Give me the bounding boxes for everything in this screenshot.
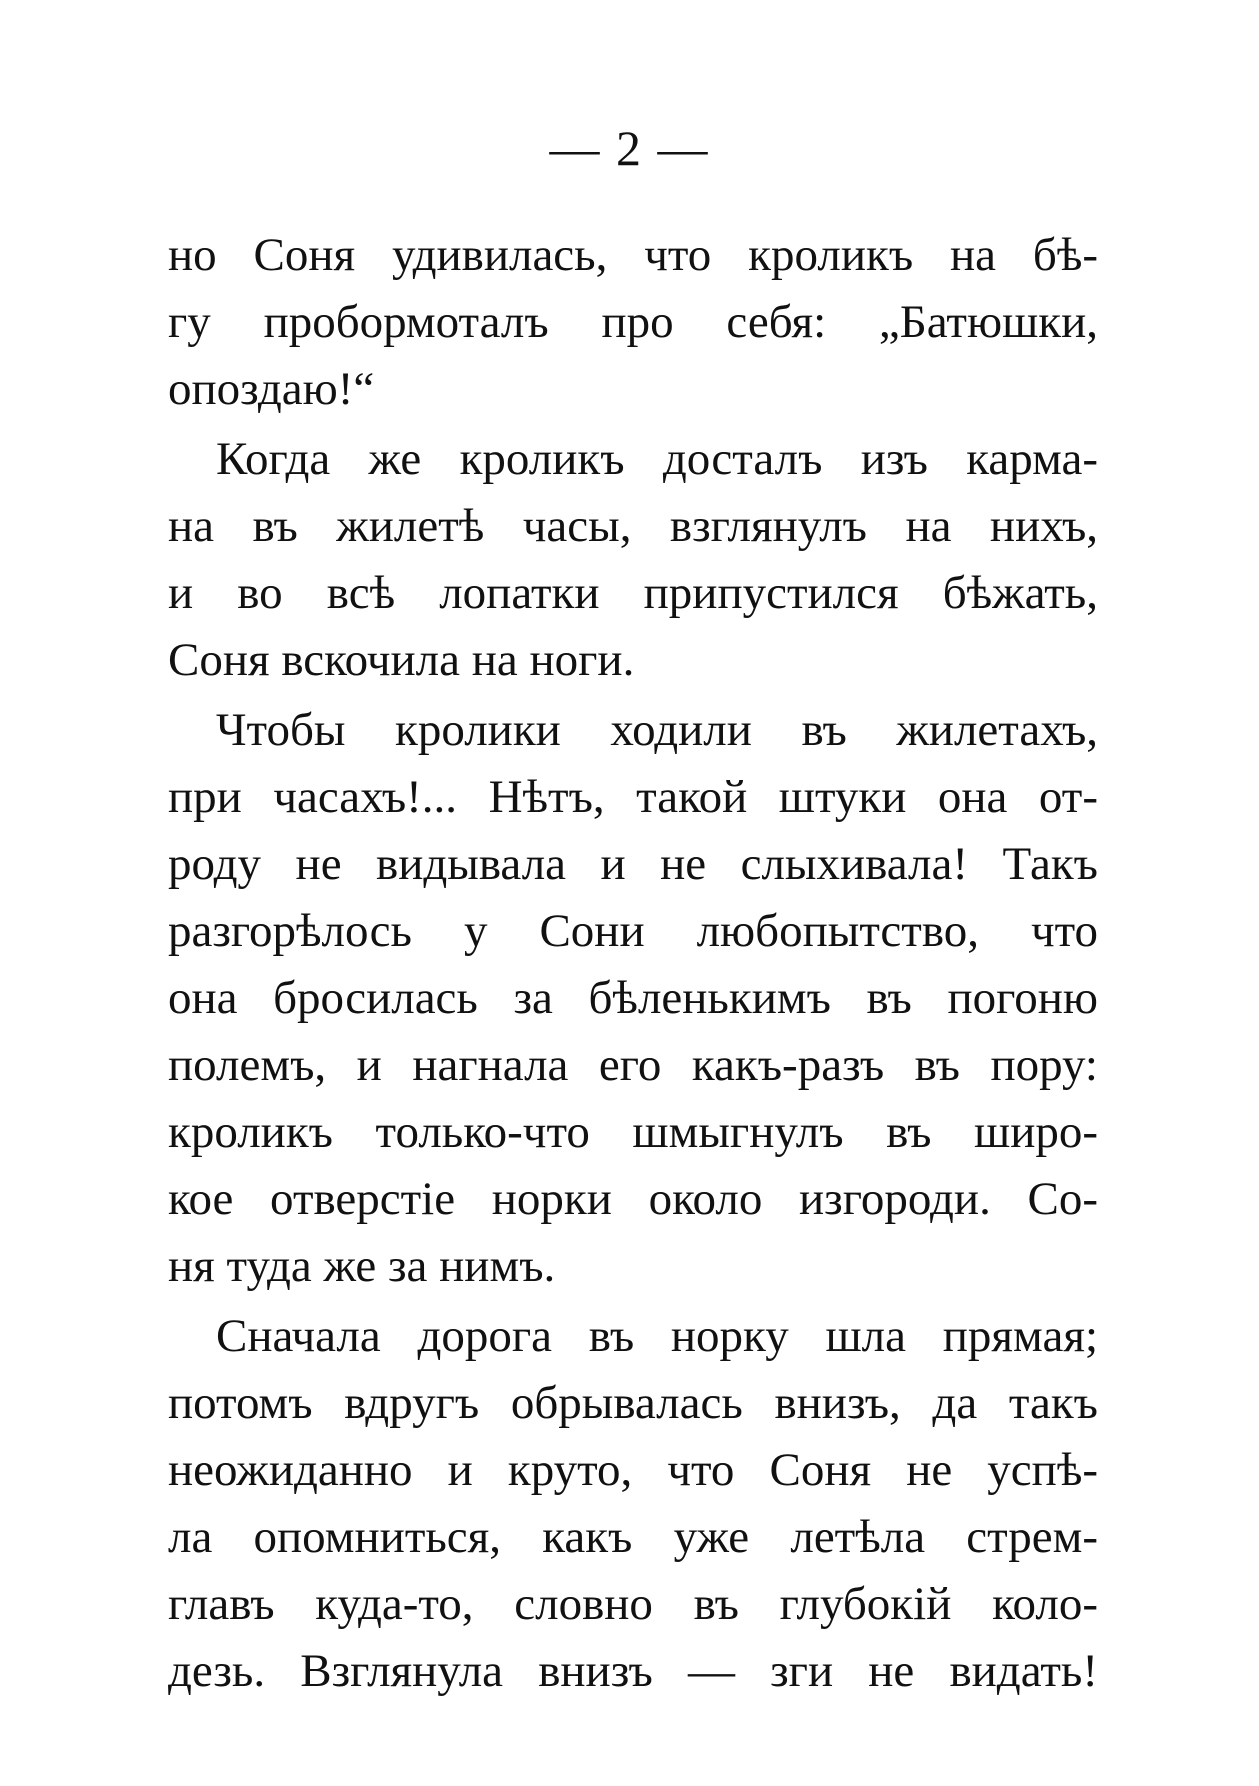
text-line: ла опомниться, какъ уже летѣла стрем- (168, 1511, 1098, 1563)
text-line: но Соня удивилась, что кроликъ на бѣ- (168, 229, 1098, 281)
paragraph-1 (168, 222, 1098, 423)
page-number: — 2 — (549, 120, 710, 176)
paragraph-2 (168, 426, 1098, 694)
text-line: и во всѣ лопатки припустился бѣжать, (168, 567, 1098, 619)
text-line: ня туда же за нимъ. (168, 1240, 556, 1292)
text-line: Когда же кроликъ досталъ изъ карма- (216, 433, 1098, 485)
paragraph-3 (168, 697, 1098, 1300)
text-line: кроликъ только-что шмыгнулъ въ широ- (168, 1106, 1098, 1158)
text-line: при часахъ!... Нѣтъ, такой штуки она от- (168, 771, 1098, 823)
text-line: разгорѣлось у Сони любопытство, что (168, 905, 1098, 957)
text-line: главъ куда-то, словно въ глубокій коло- (168, 1578, 1098, 1630)
page-body (168, 222, 1098, 1705)
text-line: Чтобы кролики ходили въ жилетахъ, (216, 704, 1098, 756)
paragraph-4 (168, 1303, 1098, 1705)
text-line: кое отверстіе норки около изгороди. Со- (168, 1173, 1098, 1225)
text-line: роду не видывала и не слыхивала! Такъ (168, 838, 1098, 890)
text-line: на въ жилетѣ часы, взглянулъ на нихъ, (168, 500, 1098, 552)
text-line: Соня вскочила на ноги. (168, 634, 635, 686)
text-line: полемъ, и нагнала его какъ-разъ въ пору: (168, 1039, 1098, 1091)
text-line: потомъ вдругъ обрывалась внизъ, да такъ (168, 1377, 1098, 1429)
text-line: она бросилась за бѣленькимъ въ погоню (168, 972, 1098, 1024)
text-line: гу пробормоталъ про себя: „Батюшки, (168, 296, 1098, 348)
text-line: дезь. Взглянула внизъ — зги не видать! (168, 1645, 1098, 1697)
text-line: опоздаю!“ (168, 363, 375, 415)
text-line: неожиданно и круто, что Соня не успѣ- (168, 1444, 1098, 1496)
text-line: Сначала дорога въ норку шла прямая; (216, 1310, 1098, 1362)
